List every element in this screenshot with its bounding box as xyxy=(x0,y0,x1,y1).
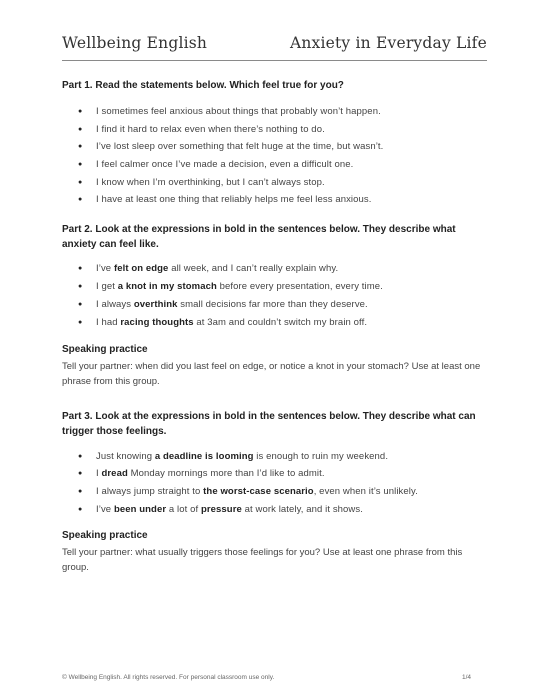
document-title: Anxiety in Everyday Life xyxy=(289,34,487,52)
worksheet-content xyxy=(62,78,487,575)
list-item: ● I feel calmer once I’ve made a decision, even a difficult one. xyxy=(62,159,487,171)
page-number: 1/4 xyxy=(461,674,471,681)
bold-expression: overthink xyxy=(133,298,178,310)
bold-expression: the worst-case scenario xyxy=(203,485,314,497)
part3-expression-list xyxy=(62,451,487,516)
sentence-text: I’ve xyxy=(96,263,114,275)
list-item xyxy=(62,299,487,311)
list-item xyxy=(62,317,487,329)
list-item: ● I have at least one thing that reliably helps me feel less anxious. xyxy=(62,194,487,206)
sentence-text: Monday mornings more than I’d like to admit. xyxy=(127,468,325,480)
sentence-text: I always jump straight to xyxy=(96,485,204,497)
sentence-text: , even when it’s unlikely. xyxy=(313,485,418,497)
bold-expression: pressure xyxy=(200,503,242,515)
list-item xyxy=(62,468,487,480)
sentence-text: I’ve xyxy=(96,503,114,515)
sentence-text: I get xyxy=(96,281,118,293)
part3-heading: Part 3. Look at the expressions in bold in the sentences below. They describe what can trigger those feelings. xyxy=(62,410,476,437)
sentence-text: at 3am and couldn’t switch my brain off. xyxy=(193,316,368,328)
bold-expression: racing thoughts xyxy=(120,316,194,328)
speaking-practice-heading: Speaking practice xyxy=(62,343,148,355)
part2-expression-list xyxy=(62,263,487,328)
list-item: ● I sometimes feel anxious about things that probably won’t happen. xyxy=(62,106,487,118)
list-item xyxy=(62,451,487,463)
bold-expression: a knot in my stomach xyxy=(117,281,217,293)
copyright-notice: © Wellbeing English. All rights reserved. For personal classroom use only. xyxy=(62,674,275,681)
bold-expression: dread xyxy=(101,468,128,480)
list-item xyxy=(62,504,487,516)
brand-name: Wellbeing English xyxy=(62,34,208,52)
sentence-text: small decisions far more than they deserve. xyxy=(177,298,368,310)
list-item xyxy=(62,281,487,293)
sentence-text: Just knowing xyxy=(96,450,155,462)
sentence-text: is enough to ruin my weekend. xyxy=(253,450,389,462)
list-item: ● I’ve lost sleep over something that felt huge at the time, but wasn’t. xyxy=(62,141,487,153)
sentence-text: I had xyxy=(96,316,121,328)
sentence-text: a lot of xyxy=(166,503,201,515)
speaking-practice-text: Tell your partner: what usually triggers those feelings for you? Use at least one phrase from this group. xyxy=(62,546,463,573)
sentence-text: all week, and I can’t really explain why. xyxy=(168,263,339,275)
speaking-practice-text: Tell your partner: when did you last feel on edge, or notice a knot in your stomach? Use at least one phrase from this group. xyxy=(62,360,481,387)
sentence-text: I always xyxy=(96,298,134,310)
list-item xyxy=(62,263,487,275)
sentence-text: at work lately, and it shows. xyxy=(241,503,363,515)
sentence-text: I xyxy=(96,468,102,480)
part1-heading: Part 1. Read the statements below. Which feel true for you? xyxy=(62,80,344,91)
bold-expression: felt on edge xyxy=(113,263,169,275)
part1-statement-list xyxy=(62,106,487,206)
bold-expression: a deadline is looming xyxy=(154,450,254,462)
page-header xyxy=(62,31,487,61)
speaking-practice-heading: Speaking practice xyxy=(62,529,148,541)
list-item: ● I find it hard to relax even when there’s nothing to do. xyxy=(62,124,487,136)
part2-heading: Part 2. Look at the expressions in bold in the sentences below. They describe what anxiety can feel like. xyxy=(62,224,456,251)
list-item: ● I know when I’m overthinking, but I can’t always stop. xyxy=(62,177,487,189)
bold-expression: been under xyxy=(113,503,167,515)
page-footer xyxy=(62,674,471,681)
list-item xyxy=(62,486,487,498)
sentence-text: before every presentation, every time. xyxy=(216,281,383,293)
